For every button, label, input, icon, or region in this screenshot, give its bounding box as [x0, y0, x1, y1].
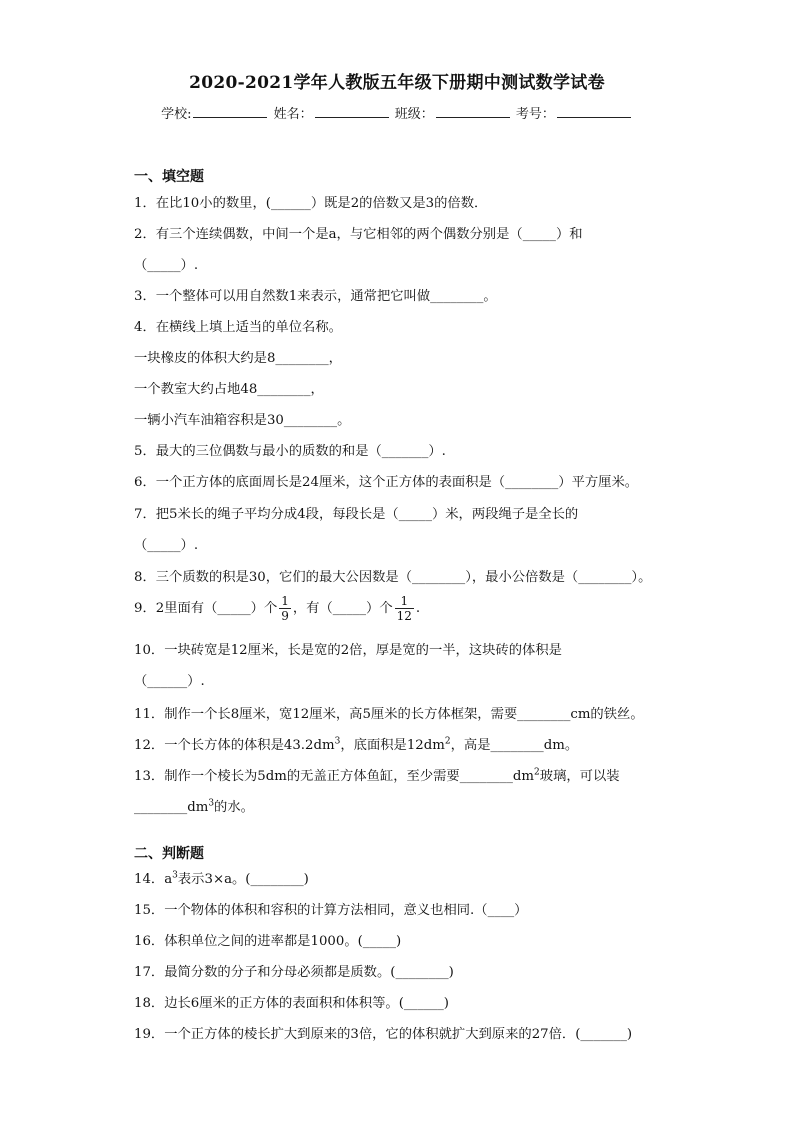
question-4-item-a: 一块橡皮的体积大约是8________，	[134, 351, 342, 366]
question-4: 4．在横线上填上适当的单位名称。	[134, 320, 342, 335]
question-13-text-a: 13．制作一个棱长为5dm的无盖正方体鱼缸，至少需要________dm	[134, 769, 535, 784]
question-14-text-a: 14．a	[134, 872, 173, 887]
fraction-one-ninth	[279, 594, 291, 623]
question-12-text-c: ，高是________dm。	[450, 738, 579, 753]
superscript: 3	[334, 736, 341, 747]
question-13-text-d: 的水。	[214, 800, 254, 815]
class-blank[interactable]	[436, 105, 510, 118]
question-7-line1: 7．把5米长的绳子平均分成4段，每段长是（_____）米，两段绳子是全长的	[134, 507, 579, 522]
question-17: 17．最简分数的分子和分母必须都是质数。(________)	[134, 965, 454, 980]
question-10-line1: 10．一块砖宽是12厘米，长是宽的2倍，厚是宽的一半，这块砖的体积是	[134, 643, 562, 658]
question-4-item-c: 一辆小汽车油箱容积是30________。	[134, 413, 351, 428]
question-13-line1	[134, 765, 620, 784]
question-9-text-a: 9．2里面有（_____）个	[134, 601, 278, 616]
question-2-line2: （_____）.	[134, 258, 199, 273]
name-label: 姓名：	[273, 107, 313, 122]
school-label: 学校:	[161, 107, 192, 122]
question-11: 11．制作一个长8厘米，宽12厘米，高5厘米的长方体框架，需要________cm的铁丝。	[134, 707, 644, 722]
question-14	[134, 868, 309, 887]
fraction-denominator: 9	[281, 609, 289, 623]
question-1: 1．在比10小的数里，(______）既是2的倍数又是3的倍数．	[134, 196, 488, 211]
superscript: 3	[208, 798, 215, 809]
fraction-numerator: 1	[281, 594, 289, 608]
question-16: 16．体积单位之间的进率都是1000。(_____)	[134, 934, 402, 949]
section-judgment-title: 二、判断题	[134, 846, 204, 862]
question-7-line2: （_____）.	[134, 538, 199, 553]
question-9-text-b: ，有（_____）个	[292, 601, 393, 616]
page-title: 2020-2021学年人教版五年级下册期中测试数学试卷	[189, 73, 605, 93]
question-3: 3．一个整体可以用自然数1来表示，通常把它叫做________。	[134, 289, 497, 304]
question-19: 19．一个正方体的棱长扩大到原来的3倍，它的体积就扩大到原来的27倍．(_______)	[134, 1027, 633, 1042]
fraction-one-twelfth	[395, 594, 414, 623]
question-9-text-c: .	[415, 601, 421, 616]
question-12	[134, 734, 578, 753]
question-15: 15．一个物体的体积和容积的计算方法相同，意义也相同.（____）	[134, 903, 528, 918]
question-18: 18．边长6厘米的正方体的表面积和体积等。(______)	[134, 996, 449, 1011]
exam-number-label: 考号：	[515, 107, 555, 122]
superscript: 3	[172, 870, 178, 881]
fraction-denominator: 12	[396, 609, 412, 623]
question-10-line2: （______）.	[134, 674, 205, 689]
class-label: 班级：	[394, 107, 434, 122]
question-8: 8．三个质数的积是30，它们的最大公因数是（________），最小公倍数是（________）。	[134, 570, 652, 585]
superscript: 2	[534, 767, 540, 778]
section-fill-in-title: 一、填空题	[134, 169, 204, 185]
fraction-numerator: 1	[395, 594, 414, 609]
question-14-text-b: 表示3×a。(________)	[177, 872, 309, 887]
question-12-text-b: ，底面积是12dm	[340, 738, 445, 753]
question-9	[134, 594, 420, 623]
question-6: 6．一个正方体的底面周长是24厘米，这个正方体的表面积是（________）平方厘米。	[134, 475, 639, 490]
question-13-text-b: 玻璃，可以装	[539, 769, 620, 784]
question-13-text-c: ________dm	[134, 800, 209, 815]
name-blank[interactable]	[315, 105, 389, 118]
superscript: 2	[444, 736, 451, 747]
question-2-line1: 2．有三个连续偶数，中间一个是a，与它相邻的两个偶数分别是（_____）和	[134, 227, 583, 242]
question-13-line2	[134, 796, 254, 815]
school-blank[interactable]	[193, 105, 267, 118]
question-5: 5．最大的三位偶数与最小的质数的和是（_______）.	[134, 444, 446, 459]
question-4-item-b: 一个教室大约占地48________，	[134, 382, 324, 397]
question-12-text-a: 12．一个长方体的体积是43.2dm	[134, 738, 335, 753]
exam-number-blank[interactable]	[557, 105, 631, 118]
student-info-line	[0, 103, 794, 122]
